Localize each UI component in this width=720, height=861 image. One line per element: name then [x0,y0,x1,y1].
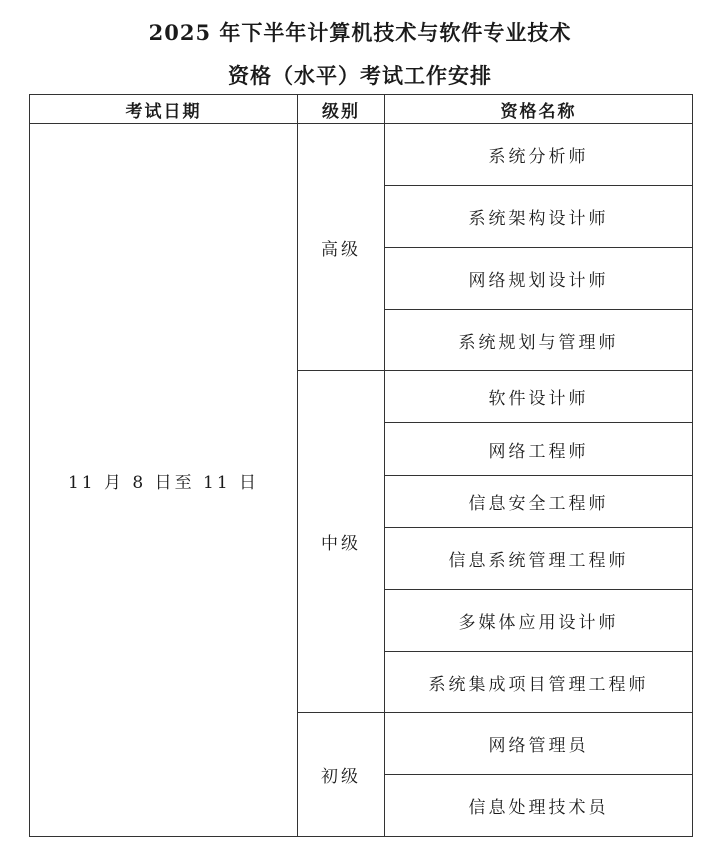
qualification-name: 系统集成项目管理工程师 [385,652,693,713]
level-junior: 初级 [298,713,385,837]
table-header-row [30,95,693,124]
qualification-name: 网络规划设计师 [385,248,693,310]
header-level: 级别 [298,95,385,124]
qualification-name: 网络管理员 [385,713,693,775]
qualification-name: 系统架构设计师 [385,186,693,248]
document-title-line-1: 2025 年下半年计算机技术与软件专业技术 [148,20,572,45]
qualification-name: 系统分析师 [385,124,693,186]
document-title-line-2: 资格（水平）考试工作安排 [228,63,492,88]
qualification-name: 软件设计师 [385,371,693,423]
qualification-name: 信息系统管理工程师 [385,528,693,590]
level-mid: 中级 [298,371,385,713]
qualification-name: 系统规划与管理师 [385,310,693,371]
level-senior: 高级 [298,124,385,371]
qualification-name: 信息安全工程师 [385,476,693,528]
table-row [30,124,693,186]
qualification-name: 信息处理技术员 [385,775,693,837]
header-qualification-name: 资格名称 [385,95,693,124]
header-exam-date: 考试日期 [30,95,298,124]
exam-schedule-table [29,94,693,837]
exam-date-cell: 11 月 8 日至 11 日 [30,124,298,837]
qualification-name: 多媒体应用设计师 [385,590,693,652]
qualification-name: 网络工程师 [385,423,693,476]
